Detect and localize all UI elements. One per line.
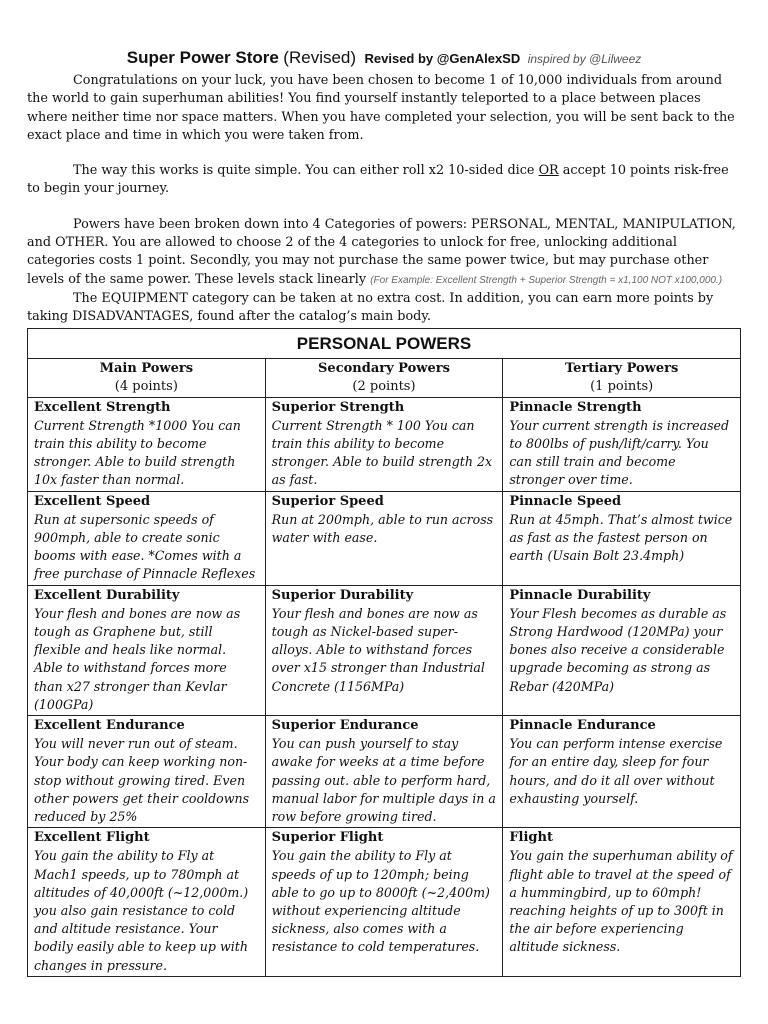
power-description: Your current strength is increased to 800lbs of push/lift/carry. You can still train and become stronger over time. [509,417,730,488]
power-name: Superior Speed [271,493,384,509]
power-name: Superior Strength [271,399,405,415]
column-name: Secondary Powers [318,360,450,376]
power-name: Superior Flight [271,830,384,846]
stacking-example-note: (For Example: Excellent Strength + Superior Strength = x1,100 NOT x100,000.) [370,274,723,286]
power-name: Pinnacle Strength [509,399,642,415]
column-header-tertiary [503,358,741,397]
power-cell [28,585,266,715]
power-name: Excellent Endurance [34,718,185,734]
power-description: Current Strength * 100 You can train this ability to become stronger. Able to build strength 2x as fast. [271,417,493,488]
power-description: You gain the ability to Fly at Mach1 speeds, up to 780mph at altitudes of 40,000ft (~12,000m.) you also gain resistance to cold and altitude resistance. Your bodily easily able to keep up with changes in pressure. [34,848,249,973]
power-description: You gain the ability to Fly at speeds of up to 120mph; being able to go up to 8000ft (~2,400m) without experiencing altitude sickness, also comes with a resistance to cold temperatures. [271,848,490,955]
intro-or-underlined: OR [538,163,559,179]
power-description: Your flesh and bones are now as tough as Nickel-based super-alloys. Able to withstand forces over x15 stronger than Industrial Concrete (1156MPa) [271,605,485,694]
table-row-durability [28,585,741,715]
table-row-endurance [28,716,741,828]
power-cell [265,491,503,585]
table-row-strength [28,397,741,491]
power-name: Superior Durability [271,587,414,603]
intro-paragraph-3 [27,216,741,290]
table-row-speed [28,491,741,585]
intro-paragraph-4: The EQUIPMENT category can be taken at no extra cost. In addition, you can earn more points by taking DISADVANTAGES, found after the catalog’s main body. [27,290,714,325]
column-name: Main Powers [99,360,194,376]
power-description: Run at 200mph, able to run across water with ease. [271,511,494,545]
power-cell [28,828,266,977]
table-header-row [28,358,741,397]
power-name: Pinnacle Durability [509,587,651,603]
power-cell [28,491,266,585]
table-title-row [28,328,741,358]
power-description: Your Flesh becomes as durable as Strong Hardwood (120MPa) your bones also receive a considerable upgrade becoming as strong as Rebar (420MPa) [509,605,727,694]
power-name: Pinnacle Endurance [509,718,656,734]
document-title [27,44,741,72]
power-cell [503,491,741,585]
column-cost: (4 points) [114,378,178,394]
power-cell [503,397,741,491]
power-cell [265,716,503,828]
inspired-by-credit: inspired by @Lilweez [527,52,642,66]
power-name: Pinnacle Speed [509,493,622,509]
column-cost: (1 points) [590,378,654,394]
power-description: You can perform intense exercise for an entire day, sleep for four hours, and do it all over without exhausting yourself. [509,736,723,806]
power-cell [503,716,741,828]
table-row-flight [28,828,741,977]
power-name: Excellent Durability [34,587,180,603]
intro-paragraph-3-text: Powers have been broken down into 4 Categories of powers: PERSONAL, MENTAL, MANIPULATION, and OTHER. You are allowed to choose 2 of the 4 categories to unlock for free, unlocking additional categories costs 1 point. Secondly, you may not purchase the same power twice, but may purchase other levels of the same power. These levels stack linearly [27,216,736,287]
intro-section [27,72,741,327]
revised-by-credit: Revised by @GenAlexSD [364,51,521,66]
intro-paragraph-2-end: accept 10 points risk-free to begin your journey. [27,163,729,197]
intro-paragraph-1: Congratulations on your luck, you have been chosen to become 1 of 10,000 individuals from around the world to gain superhuman abilities! You find yourself instantly teleported to a place between places where neither time nor space matters. When you have completed your selection, you will be sent back to the exact place and time in which you were taken from. [27,73,735,143]
power-cell [265,397,503,491]
power-cell [28,397,266,491]
column-header-secondary [265,358,503,397]
power-description: You will never run out of steam. Your body can keep working non-stop without growing tired. Even other powers get their cooldowns reduced by 25% [34,736,250,825]
power-description: Run at supersonic speeds of 900mph, able to create sonic booms with ease. *Comes with a free purchase of Pinnacle Reflexes [34,511,256,582]
power-name: Superior Endurance [271,718,419,734]
column-name: Tertiary Powers [564,360,679,376]
power-cell [503,828,741,977]
power-description: Run at 45mph. That’s almost twice as fast as the fastest person on earth (Usain Bolt 23.4mph) [509,511,733,564]
power-cell [265,828,503,977]
personal-powers-table [27,328,741,977]
column-cost: (2 points) [352,378,416,394]
title-revised-tag: (Revised) [283,48,357,67]
power-description: You can push yourself to stay awake for weeks at a time before passing out. able to perform hard, manual labor for multiple days in a row before growing tired. [271,736,496,825]
power-description: Current Strength *1000 You can train this ability to become stronger. Able to build strength 10x faster than normal. [34,417,241,488]
power-cell [28,716,266,828]
intro-paragraph-2 [27,162,741,199]
column-header-main [28,358,266,397]
table-title: PERSONAL POWERS [28,328,741,358]
power-name: Flight [509,830,553,846]
power-name: Excellent Speed [34,493,151,509]
intro-paragraph-2-start: The way this works is quite simple. You can either roll x2 10-sided dice [73,163,539,179]
document-page [27,44,741,977]
title-main: Super Power Store [126,48,279,67]
power-description: You gain the superhuman ability of flight able to travel at the speed of a hummingbird, up to 60mph! reaching heights of up to 300ft in the air before experiencing altitude sickness. [509,848,733,955]
power-name: Excellent Strength [34,399,171,415]
power-cell [265,585,503,715]
power-description: Your flesh and bones are now as tough as Graphene but, still flexible and heals like normal. Able to withstand forces more than x27 stronger than Kevlar (100GPa) [34,605,241,712]
power-cell [503,585,741,715]
power-name: Excellent Flight [34,830,150,846]
